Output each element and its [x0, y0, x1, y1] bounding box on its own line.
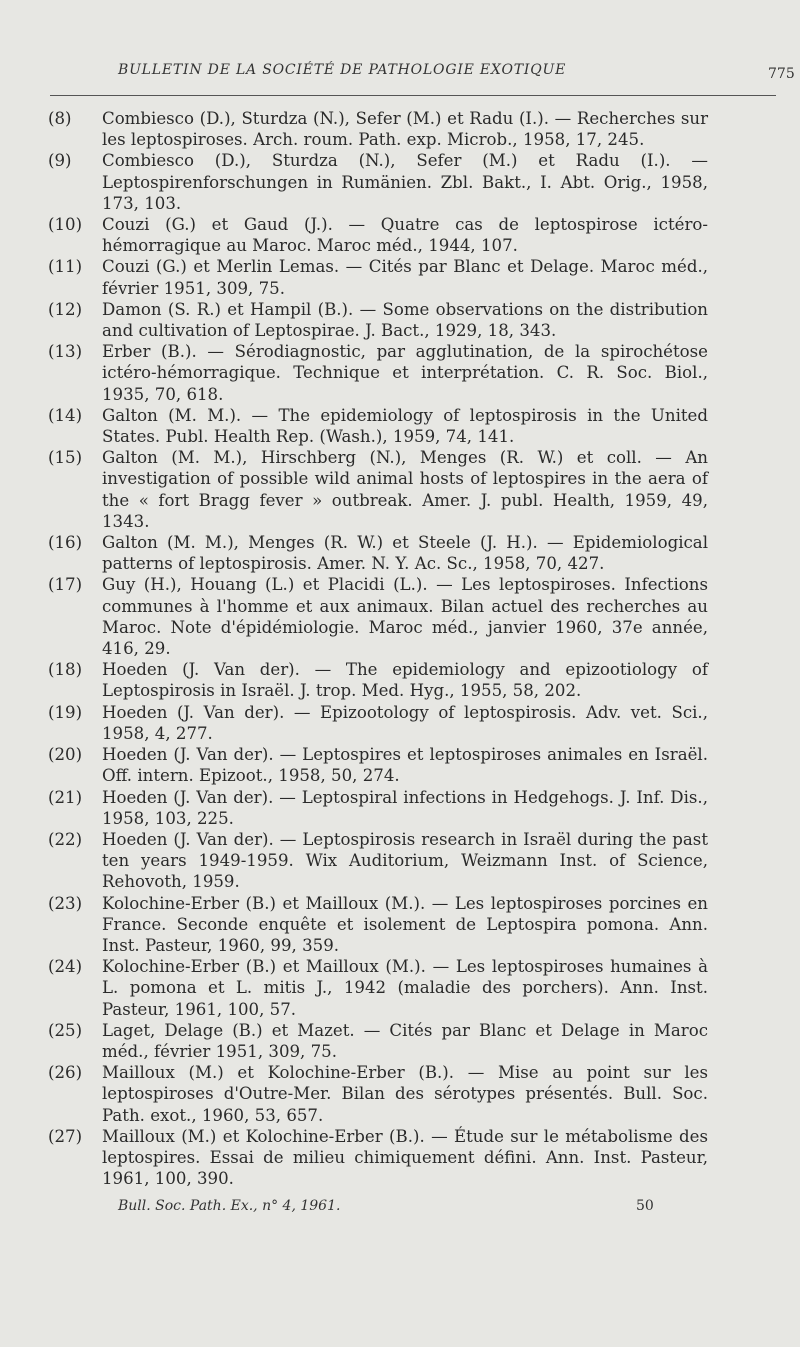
reference-item	[48, 256, 708, 298]
reference-text: Galton (M. M.), Menges (R. W.) et Steele (J. H.). — Epidemiological patterns of leptospirosis. Amer. N. Y. Ac. Sc., 1958, 70, 427.	[102, 533, 708, 574]
reference-text: Hoeden (J. Van der). — Leptospires et leptospiroses animales en Israël. Off. intern. Epizoot., 1958, 50, 274.	[102, 745, 708, 786]
reference-number: (13)	[48, 342, 83, 362]
reference-text: Couzi (G.) et Merlin Lemas. — Cités par Blanc et Delage. Maroc méd., février 1951, 309, 75.	[102, 257, 708, 298]
reference-number: (27)	[48, 1126, 83, 1146]
reference-item	[48, 956, 708, 1020]
header-rule	[50, 95, 776, 96]
reference-text: Damon (S. R.) et Hampil (B.). — Some observations on the distribution and cultivation of Leptospirae. J. Bact., 1929, 18, 343.	[102, 299, 708, 341]
reference-number: (23)	[48, 893, 83, 913]
reference-text: Kolochine-Erber (B.) et Mailloux (M.). — Les leptospiroses porcines en France. Seconde enquête et isolement de Leptospira pomona. Ann. Inst. Pasteur, 1960, 99, 359.	[102, 893, 708, 955]
reference-text: Mailloux (M.) et Kolochine-Erber (B.). — Mise au point sur les leptospiroses d'Outre-Mer. Bilan des sérotypes présentés. Bull. Soc. Path. exot., 1960, 53, 657.	[102, 1063, 708, 1125]
reference-item	[48, 405, 708, 447]
reference-number: (10)	[48, 215, 83, 235]
reference-item	[48, 744, 708, 786]
reference-number: (25)	[48, 1020, 83, 1040]
reference-text: Combiesco (D.), Sturdza (N.), Sefer (M.) et Radu (I.). — Recherches sur les leptospiroses. Arch. roum. Path. exp. Microb., 1958, 17, 245.	[102, 109, 708, 150]
reference-number: (14)	[48, 405, 83, 425]
reference-item	[48, 787, 708, 829]
running-header: BULLETIN DE LA SOCIÉTÉ DE PATHOLOGIE EXOTIQUE	[118, 62, 567, 78]
reference-item	[48, 702, 708, 744]
reference-text: Mailloux (M.) et Kolochine-Erber (B.). — Étude sur le métabolisme des leptospires. Essai de milieu chimiquement défini. Ann. Inst. Pasteur, 1961, 100, 390.	[102, 1126, 708, 1189]
reference-number: (21)	[48, 787, 83, 807]
reference-number: (26)	[48, 1063, 83, 1083]
reference-text: Couzi (G.) et Gaud (J.). — Quatre cas de leptospirose ictéro-hémorragique au Maroc. Maroc méd., 1944, 107.	[102, 215, 708, 256]
reference-number: (17)	[48, 575, 83, 595]
reference-text: Hoeden (J. Van der). — Leptospiral infections in Hedgehogs. J. Inf. Dis., 1958, 103, 225.	[102, 787, 708, 828]
reference-number: (18)	[48, 660, 83, 680]
reference-text: Kolochine-Erber (B.) et Mailloux (M.). — Les leptospiroses humaines à L. pomona et L. mitis J., 1942 (maladie des porchers). Ann. Inst. Pasteur, 1961, 100, 57.	[102, 957, 708, 1019]
reference-item	[48, 150, 708, 214]
footer-citation: Bull. Soc. Path. Ex., n° 4, 1961.	[118, 1198, 341, 1214]
reference-number: (24)	[48, 957, 83, 977]
reference-text: Galton (M. M.), Hirschberg (N.), Menges (R. W.) et coll. — An investigation of possible wild animal hosts of leptospires in the aera of the « fort Bragg fever » outbreak. Amer. J. publ. Health, 1959, 49, 1343.	[102, 448, 708, 531]
reference-number: (12)	[48, 299, 83, 319]
reference-number: (19)	[48, 702, 83, 722]
reference-text: Hoeden (J. Van der). — Epizootology of leptospirosis. Adv. vet. Sci., 1958, 4, 277.	[102, 702, 708, 743]
reference-text: Erber (B.). — Sérodiagnostic, par agglutination, de la spirochétose ictéro-hémorragique. Technique et interprétation. C. R. Soc. Biol., 1935, 70, 618.	[102, 342, 708, 404]
reference-number: (16)	[48, 533, 83, 553]
footer-signature: 50	[636, 1198, 654, 1214]
reference-number: (11)	[48, 257, 83, 277]
reference-item	[48, 341, 708, 405]
reference-item	[48, 829, 708, 893]
reference-number: (15)	[48, 448, 83, 468]
reference-number: (22)	[48, 829, 83, 849]
reference-item	[48, 108, 708, 150]
reference-text: Guy (H.), Houang (L.) et Placidi (L.). — Les leptospiroses. Infections communes à l'homme et aux animaux. Bilan actuel des recherches au Maroc. Note d'épidémiologie. Maroc méd., janvier 1960, 37e année, 416, 29.	[102, 575, 708, 659]
reference-item	[48, 574, 708, 659]
reference-number: (20)	[48, 745, 83, 765]
reference-list	[48, 108, 708, 1189]
reference-item	[48, 1062, 708, 1126]
reference-text: Laget, Delage (B.) et Mazet. — Cités par Blanc et Delage in Maroc méd., février 1951, 309, 75.	[102, 1020, 708, 1061]
reference-item	[48, 299, 708, 341]
reference-item	[48, 447, 708, 532]
reference-text: Hoeden (J. Van der). — Leptospirosis research in Israël during the past ten years 1949-1959. Wix Auditorium, Weizmann Inst. of Science, Rehovoth, 1959.	[102, 829, 708, 892]
reference-item	[48, 659, 708, 701]
reference-item	[48, 893, 708, 957]
page-number: 775	[768, 66, 795, 82]
reference-text: Galton (M. M.). — The epidemiology of leptospirosis in the United States. Publ. Health Rep. (Wash.), 1959, 74, 141.	[102, 405, 708, 447]
reference-text: Combiesco (D.), Sturdza (N.), Sefer (M.) et Radu (I.). — Leptospirenforschungen in Rumänien. Zbl. Bakt., I. Abt. Orig., 1958, 173, 103.	[102, 151, 708, 213]
reference-item	[48, 532, 708, 574]
reference-item	[48, 1020, 708, 1062]
reference-item	[48, 1126, 708, 1190]
reference-text: Hoeden (J. Van der). — The epidemiology and epizootiology of Leptospirosis in Israël. J. trop. Med. Hyg., 1955, 58, 202.	[102, 660, 708, 701]
reference-item	[48, 214, 708, 256]
reference-number: (8)	[48, 109, 72, 128]
reference-number: (9)	[48, 151, 72, 171]
